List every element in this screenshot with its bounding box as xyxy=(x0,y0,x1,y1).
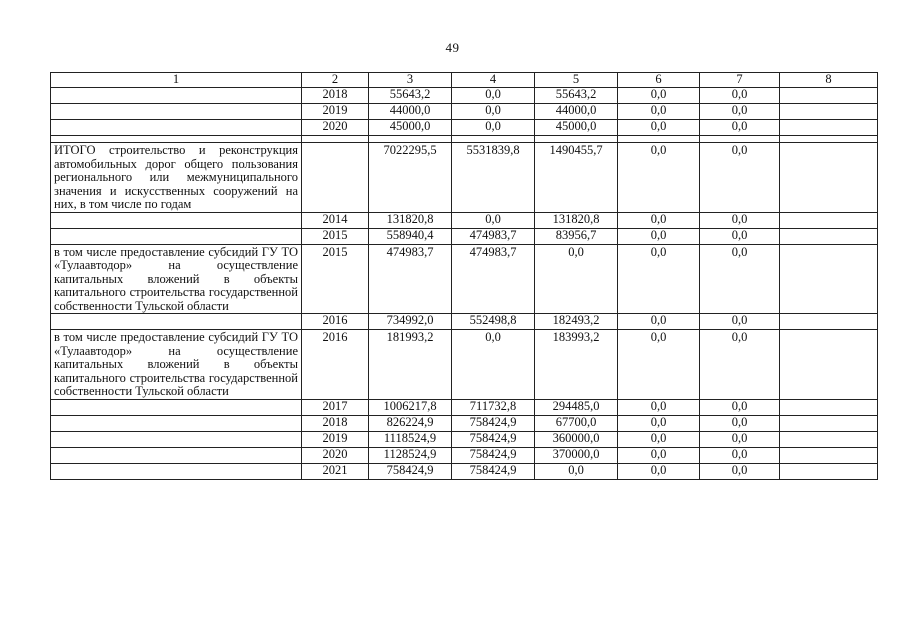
column-header: 6 xyxy=(618,73,700,88)
value-cell xyxy=(780,143,878,213)
value-cell: 0,0 xyxy=(700,244,780,314)
value-cell: 0,0 xyxy=(452,212,535,228)
value-cell: 55643,2 xyxy=(369,88,452,104)
column-header: 8 xyxy=(780,73,878,88)
value-cell: 0,0 xyxy=(700,88,780,104)
value-cell: 0,0 xyxy=(700,212,780,228)
row-label xyxy=(51,212,302,228)
value-cell: 758424,9 xyxy=(369,463,452,479)
empty-cell xyxy=(302,136,369,143)
value-cell: 0,0 xyxy=(618,244,700,314)
value-cell: 758424,9 xyxy=(452,431,535,447)
spacer-row xyxy=(51,136,878,143)
value-cell xyxy=(780,447,878,463)
budget-table xyxy=(50,72,878,480)
row-label xyxy=(51,447,302,463)
row-label xyxy=(51,120,302,136)
value-cell: 0,0 xyxy=(618,143,700,213)
value-cell: 0,0 xyxy=(618,447,700,463)
empty-cell xyxy=(51,136,302,143)
year-cell xyxy=(302,143,369,213)
empty-cell xyxy=(452,136,535,143)
value-cell: 370000,0 xyxy=(535,447,618,463)
value-cell: 0,0 xyxy=(618,314,700,330)
value-cell: 0,0 xyxy=(700,415,780,431)
subsidy-row xyxy=(51,330,878,400)
value-cell: 474983,7 xyxy=(452,228,535,244)
value-cell: 0,0 xyxy=(700,463,780,479)
table-row xyxy=(51,431,878,447)
value-cell: 0,0 xyxy=(535,463,618,479)
value-cell: 826224,9 xyxy=(369,415,452,431)
column-header: 7 xyxy=(700,73,780,88)
total-row xyxy=(51,143,878,213)
value-cell: 734992,0 xyxy=(369,314,452,330)
year-cell: 2018 xyxy=(302,415,369,431)
value-cell xyxy=(780,244,878,314)
value-cell: 0,0 xyxy=(618,415,700,431)
year-cell: 2018 xyxy=(302,88,369,104)
value-cell: 0,0 xyxy=(700,447,780,463)
row-label: в том числе предоставление субсидий ГУ ТО «Тулаавтодор» на осуществление капитальных вложений в объекты капитального строительства государственной собственности Тульской области xyxy=(51,330,302,400)
value-cell: 182493,2 xyxy=(535,314,618,330)
value-cell: 758424,9 xyxy=(452,447,535,463)
value-cell: 131820,8 xyxy=(369,212,452,228)
table-row xyxy=(51,104,878,120)
value-cell: 1490455,7 xyxy=(535,143,618,213)
table-row xyxy=(51,463,878,479)
year-cell: 2020 xyxy=(302,447,369,463)
value-cell: 44000,0 xyxy=(535,104,618,120)
column-header: 5 xyxy=(535,73,618,88)
value-cell: 67700,0 xyxy=(535,415,618,431)
value-cell: 0,0 xyxy=(452,120,535,136)
row-label xyxy=(51,314,302,330)
row-label xyxy=(51,104,302,120)
row-label xyxy=(51,228,302,244)
value-cell: 0,0 xyxy=(618,228,700,244)
value-cell: 0,0 xyxy=(700,104,780,120)
value-cell xyxy=(780,463,878,479)
year-cell: 2015 xyxy=(302,228,369,244)
value-cell: 0,0 xyxy=(700,120,780,136)
year-cell: 2020 xyxy=(302,120,369,136)
value-cell: 758424,9 xyxy=(452,463,535,479)
value-cell: 558940,4 xyxy=(369,228,452,244)
table-row xyxy=(51,88,878,104)
value-cell: 45000,0 xyxy=(535,120,618,136)
value-cell xyxy=(780,314,878,330)
table-row xyxy=(51,399,878,415)
value-cell: 1006217,8 xyxy=(369,399,452,415)
value-cell: 552498,8 xyxy=(452,314,535,330)
year-cell: 2017 xyxy=(302,399,369,415)
column-header: 3 xyxy=(369,73,452,88)
table-row xyxy=(51,212,878,228)
value-cell xyxy=(780,212,878,228)
row-label xyxy=(51,431,302,447)
value-cell: 1118524,9 xyxy=(369,431,452,447)
value-cell: 0,0 xyxy=(618,431,700,447)
value-cell xyxy=(780,415,878,431)
row-label: ИТОГО строительство и реконструкция автомобильных дорог общего пользования регионального или межмуниципального значения и искусственных сооружений на них, в том числе по годам xyxy=(51,143,302,213)
empty-cell xyxy=(780,136,878,143)
empty-cell xyxy=(535,136,618,143)
value-cell xyxy=(780,399,878,415)
year-cell: 2019 xyxy=(302,104,369,120)
value-cell: 181993,2 xyxy=(369,330,452,400)
row-label: в том числе предоставление субсидий ГУ ТО «Тулаавтодор» на осуществление капитальных вложений в объекты капитального строительства государственной собственности Тульской области xyxy=(51,244,302,314)
value-cell: 83956,7 xyxy=(535,228,618,244)
page-number: 49 xyxy=(445,40,460,55)
value-cell: 0,0 xyxy=(618,88,700,104)
value-cell: 5531839,8 xyxy=(452,143,535,213)
value-cell: 758424,9 xyxy=(452,415,535,431)
value-cell: 360000,0 xyxy=(535,431,618,447)
row-label xyxy=(51,88,302,104)
table-row xyxy=(51,120,878,136)
year-cell: 2021 xyxy=(302,463,369,479)
table-row xyxy=(51,314,878,330)
value-cell xyxy=(780,228,878,244)
value-cell: 55643,2 xyxy=(535,88,618,104)
subsidy-row xyxy=(51,244,878,314)
row-label xyxy=(51,463,302,479)
column-header: 4 xyxy=(452,73,535,88)
value-cell: 0,0 xyxy=(618,463,700,479)
empty-cell xyxy=(618,136,700,143)
value-cell xyxy=(780,431,878,447)
year-cell: 2014 xyxy=(302,212,369,228)
value-cell: 45000,0 xyxy=(369,120,452,136)
value-cell: 1128524,9 xyxy=(369,447,452,463)
value-cell: 474983,7 xyxy=(452,244,535,314)
value-cell xyxy=(780,104,878,120)
value-cell xyxy=(780,120,878,136)
value-cell: 7022295,5 xyxy=(369,143,452,213)
value-cell: 0,0 xyxy=(700,399,780,415)
table-row xyxy=(51,447,878,463)
value-cell: 0,0 xyxy=(618,399,700,415)
value-cell: 474983,7 xyxy=(369,244,452,314)
table-row xyxy=(51,415,878,431)
value-cell: 0,0 xyxy=(535,244,618,314)
value-cell: 44000,0 xyxy=(369,104,452,120)
value-cell xyxy=(780,330,878,400)
value-cell: 0,0 xyxy=(618,104,700,120)
column-header: 2 xyxy=(302,73,369,88)
value-cell: 131820,8 xyxy=(535,212,618,228)
value-cell: 0,0 xyxy=(700,330,780,400)
value-cell: 183993,2 xyxy=(535,330,618,400)
value-cell: 711732,8 xyxy=(452,399,535,415)
year-cell: 2016 xyxy=(302,330,369,400)
value-cell: 0,0 xyxy=(700,431,780,447)
value-cell: 0,0 xyxy=(452,104,535,120)
value-cell: 0,0 xyxy=(700,228,780,244)
value-cell: 0,0 xyxy=(700,143,780,213)
value-cell: 0,0 xyxy=(618,120,700,136)
empty-cell xyxy=(700,136,780,143)
year-cell: 2016 xyxy=(302,314,369,330)
table-row xyxy=(51,228,878,244)
empty-cell xyxy=(369,136,452,143)
value-cell: 0,0 xyxy=(452,330,535,400)
value-cell: 0,0 xyxy=(452,88,535,104)
value-cell: 294485,0 xyxy=(535,399,618,415)
row-label xyxy=(51,415,302,431)
column-header: 1 xyxy=(51,73,302,88)
value-cell: 0,0 xyxy=(618,212,700,228)
value-cell: 0,0 xyxy=(618,330,700,400)
row-label xyxy=(51,399,302,415)
value-cell xyxy=(780,88,878,104)
value-cell: 0,0 xyxy=(700,314,780,330)
year-cell: 2019 xyxy=(302,431,369,447)
column-number-row xyxy=(51,73,878,88)
year-cell: 2015 xyxy=(302,244,369,314)
